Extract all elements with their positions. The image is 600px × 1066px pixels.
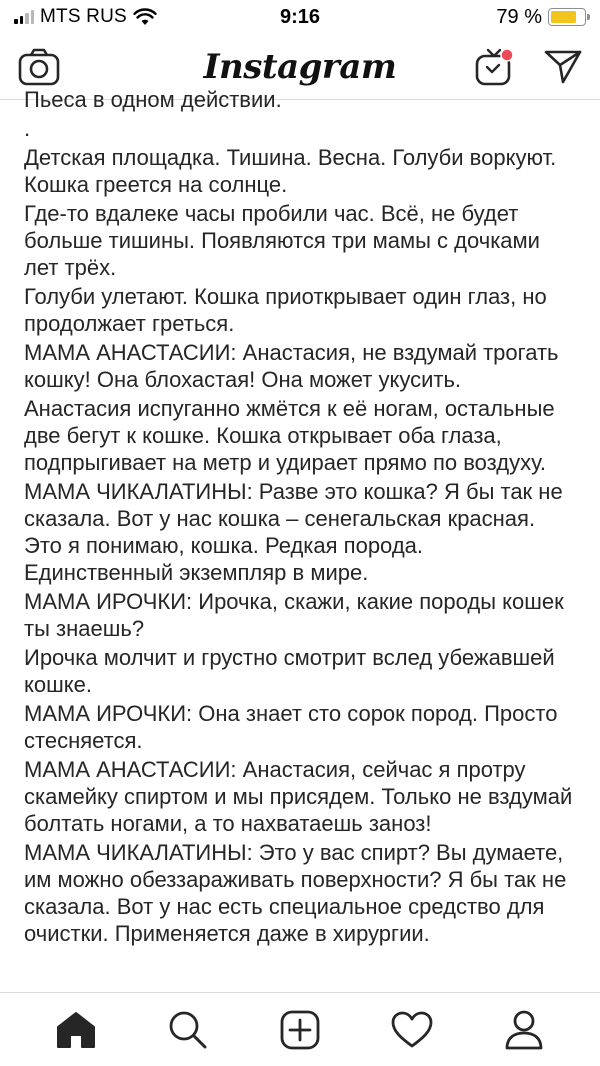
status-bar [0, 0, 600, 34]
wifi-icon [133, 8, 157, 26]
caption-paragraph: Детская площадка. Тишина. Весна. Голуби воркуют. Кошка греется на солнце. [24, 145, 557, 197]
caption-paragraph: МАМА ИРОЧКИ: Она знает сто сорок пород. Просто стесняется. [24, 701, 558, 753]
status-bar-right [496, 6, 586, 29]
signal-strength-icon [14, 10, 34, 24]
caption-paragraph: Анастасия испуганно жмётся к её ногам, остальные две бегут к кошке. Кошка открывает оба глаза, подпрыгивает на метр и удирает прямо по воздуху. [24, 396, 555, 475]
status-bar-left [14, 6, 157, 28]
igtv-icon[interactable] [474, 47, 514, 87]
clock: 9:16 [279, 5, 321, 28]
battery-icon [548, 8, 586, 26]
post-caption-area[interactable] [0, 87, 600, 992]
post-caption [0, 86, 600, 947]
caption-paragraph: Пьеса в одном действии. [24, 87, 282, 112]
activity-heart-icon[interactable] [382, 1000, 442, 1060]
bottom-tab-bar [0, 992, 600, 1066]
battery-fill [551, 11, 576, 23]
top-nav-actions [474, 47, 582, 87]
caption-paragraph: . [24, 116, 31, 141]
instagram-logo: Instagram [203, 46, 397, 87]
caption-paragraph: Голуби улетают. Кошка приоткрывает один глаз, но продолжает греться. [24, 284, 547, 336]
direct-message-icon[interactable] [544, 49, 582, 85]
home-icon[interactable] [46, 1000, 106, 1060]
caption-paragraph: МАМА ЧИКАЛАТИНЫ: Это у вас спирт? Вы думаете, им можно обеззараживать поверхности? Я бы так не сказала. Вот у нас есть специальное средство для очистки. Применяется даже в хирургии. [24, 840, 567, 946]
caption-paragraph: Где-то вдалеке часы пробили час. Всё, не будет больше тишины. Появляются три мамы с дочками лет трёх. [24, 201, 540, 280]
caption-paragraph: Ирочка молчит и грустно смотрит вслед убежавшей кошке. [24, 645, 555, 697]
search-icon[interactable] [158, 1000, 218, 1060]
camera-icon[interactable] [18, 48, 60, 86]
new-post-icon[interactable] [270, 1000, 330, 1060]
caption-paragraph: МАМА ЧИКАЛАТИНЫ: Разве это кошка? Я бы так не сказала. Вот у нас кошка – сенегальская красная. Это я понимаю, кошка. Редкая порода. Единственный экземпляр в мире. [24, 479, 563, 585]
caption-paragraph: МАМА ИРОЧКИ: Ирочка, скажи, какие породы кошек ты знаешь? [24, 589, 564, 641]
profile-icon[interactable] [494, 1000, 554, 1060]
battery-percent: 79 % [496, 5, 542, 28]
caption-paragraph: МАМА АНАСТАСИИ: Анастасия, сейчас я протру скамейку спиртом и мы присядем. Только не вздумай болтать ногами, а то нахватаешь заноз! [24, 757, 573, 836]
carrier-name: MTS RUS [40, 6, 127, 27]
caption-paragraph: МАМА АНАСТАСИИ: Анастасия, не вздумай трогать кошку! Она блохастая! Она может укусить. [24, 340, 559, 392]
